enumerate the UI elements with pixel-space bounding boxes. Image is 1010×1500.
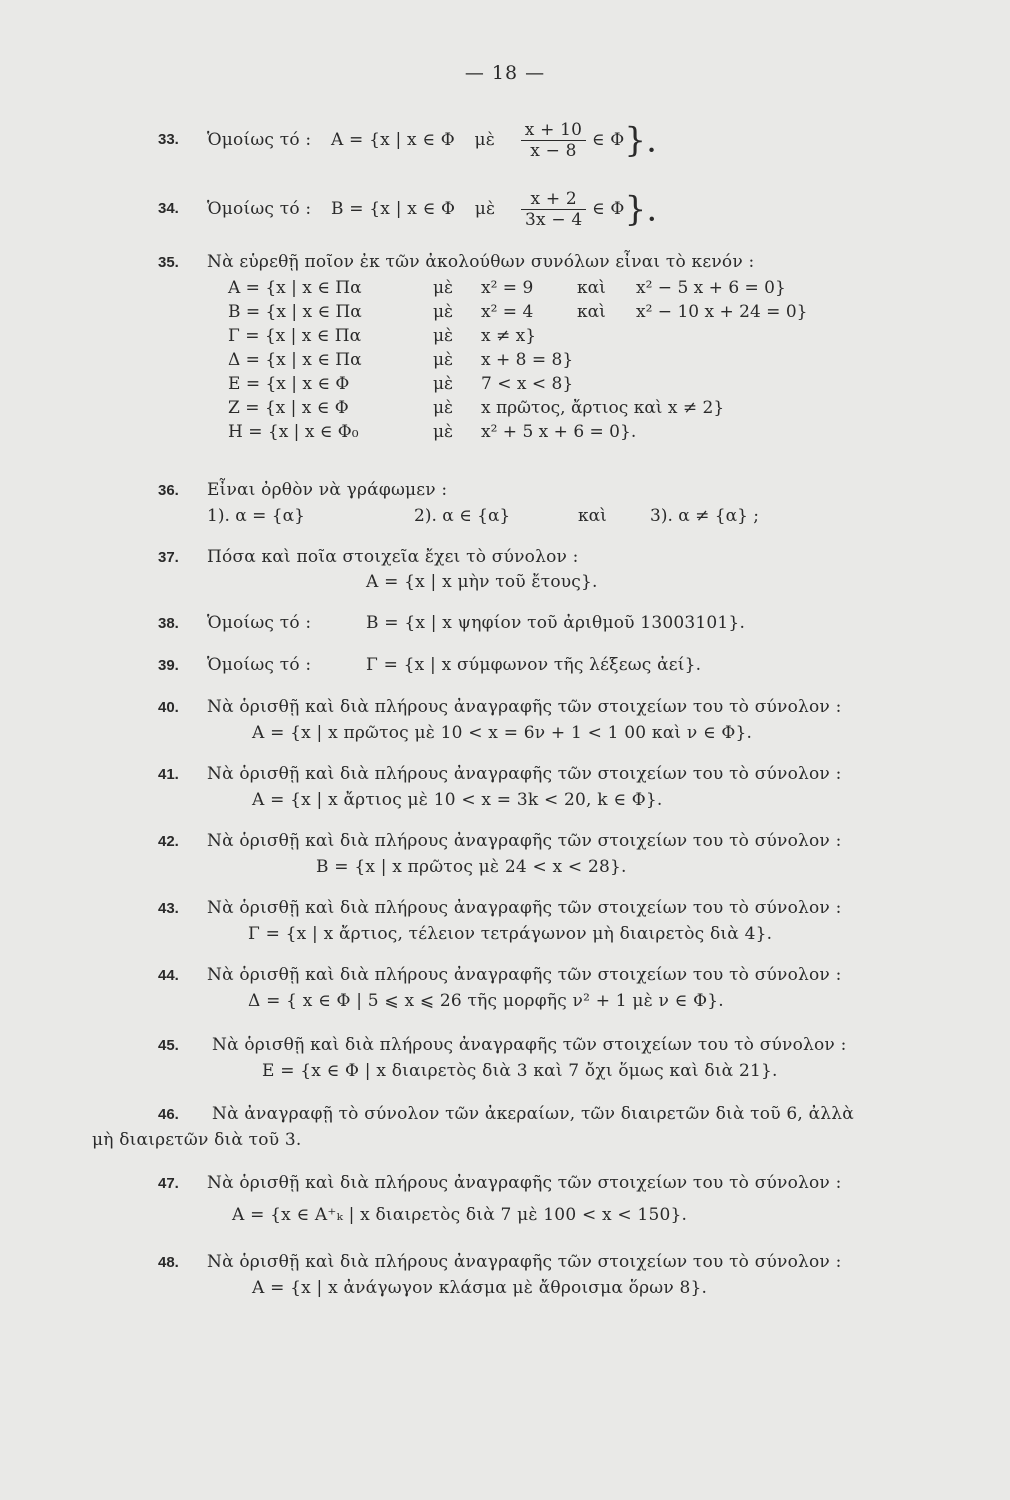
exercise-number: 41.	[158, 766, 179, 783]
fraction	[521, 189, 586, 230]
set-definition: B = {x | x πρῶτος μὲ 24 < x < 28}.	[316, 857, 627, 877]
closing-brace: }.	[624, 120, 658, 161]
set-definition: Γ = {x | x ἄρτιος, τέλειον τετράγωνον μὴ διαιρετὸς διὰ 4}.	[248, 924, 773, 944]
exercise-text-line-1: Νὰ ἀναγραφῇ τὸ σύνολον τῶν ἀκεραίων, τῶν διαιρετῶν διὰ τοῦ 6, ἀλλὰ	[212, 1104, 854, 1124]
word-me: μὲ	[433, 326, 454, 346]
condition: x + 8 = 8}	[481, 350, 574, 370]
set-definition: Γ = {x | x σύμφωνον τῆς λέξεως ἀεί}.	[366, 655, 702, 675]
exercise-number: 46.	[158, 1106, 179, 1123]
membership: ∈ Φ	[592, 199, 625, 219]
exercise-number: 34.	[158, 200, 179, 217]
fraction-numerator: x + 10	[524, 120, 583, 140]
exercise-intro: Εἶναι ὀρθὸν νὰ γράφωμεν :	[207, 480, 448, 500]
set-definition: E = {x ∈ Φ | x διαιρετὸς διὰ 3 καὶ 7 ὄχι ὅμως καὶ διὰ 21}.	[262, 1061, 778, 1081]
set-row: Δ = {x | x ∈ Πα	[228, 350, 362, 370]
set-row: H = {x | x ∈ Φ₀	[228, 422, 359, 442]
exercise-intro: Ὁμοίως τό :	[207, 130, 312, 150]
exercise-number: 42.	[158, 833, 179, 850]
set-definition: B = {x | x ψηφίον τοῦ ἀριθμοῦ 13003101}.	[366, 613, 746, 633]
word-me: μὲ	[433, 278, 454, 298]
exercise-number: 43.	[158, 900, 179, 917]
set-row: A = {x | x ∈ Πα	[228, 278, 362, 298]
exercise-intro: Νὰ ὁρισθῇ καὶ διὰ πλήρους ἀναγραφῆς τῶν στοιχείων του τὸ σύνολον :	[207, 764, 842, 784]
condition: x² = 4	[481, 302, 534, 322]
word-kai: καὶ	[578, 506, 607, 526]
page-number: — 18 —	[464, 62, 546, 84]
exercise-number: 36.	[158, 482, 179, 499]
exercise-number: 37.	[158, 549, 179, 566]
condition: 7 < x < 8}	[481, 374, 574, 394]
set-row: E = {x | x ∈ Φ	[228, 374, 350, 394]
exercise-intro: Νὰ ὁρισθῇ καὶ διὰ πλήρους ἀναγραφῆς τῶν στοιχείων του τὸ σύνολον :	[207, 898, 842, 918]
word-kai: καὶ	[577, 302, 606, 322]
exercise-intro: Πόσα καὶ ποῖα στοιχεῖα ἔχει τὸ σύνολον :	[207, 547, 579, 567]
condition: x² − 5 x + 6 = 0}	[636, 278, 786, 298]
word-me: μὲ	[433, 302, 454, 322]
exercise-intro: Νὰ ὁρισθῇ καὶ διὰ πλήρους ἀναγραφῆς τῶν στοιχείων του τὸ σύνολον :	[207, 831, 842, 851]
set-row: Z = {x | x ∈ Φ	[228, 398, 349, 418]
exercise-intro: Ὁμοίως τό :	[207, 613, 312, 633]
word-me: μὲ	[474, 199, 496, 219]
exercise-number: 33.	[158, 131, 179, 148]
set-definition: A = {x | x ∈ Φ	[330, 130, 455, 150]
fraction-denominator: 3x − 4	[521, 209, 586, 230]
word-me: μὲ	[433, 422, 454, 442]
set-definition: B = {x | x ∈ Φ	[330, 199, 456, 219]
fraction-numerator: x + 2	[530, 189, 577, 209]
exercise-34	[207, 189, 657, 230]
exercise-intro: Νὰ ὁρισθῇ καὶ διὰ πλήρους ἀναγραφῆς τῶν στοιχείων του τὸ σύνολον :	[207, 1173, 842, 1193]
exercise-number: 40.	[158, 699, 179, 716]
word-me: μὲ	[433, 398, 454, 418]
set-definition: A = {x | x πρῶτος μὲ 10 < x = 6ν + 1 < 1 00 καὶ ν ∈ Φ}.	[252, 723, 753, 743]
word-kai: καὶ	[577, 278, 606, 298]
exercise-intro: Ὁμοίως τό :	[207, 655, 312, 675]
exercise-33	[207, 120, 657, 161]
set-definition: A = {x | x μὴν τοῦ ἔτους}.	[366, 572, 598, 592]
exercise-intro: Νὰ ὁρισθῇ καὶ διὰ πλήρους ἀναγραφῆς τῶν στοιχείων του τὸ σύνολον :	[207, 697, 842, 717]
exercise-intro: Νὰ εὑρεθῇ ποῖον ἐκ τῶν ἀκολούθων συνόλων εἶναι τὸ κενόν :	[207, 252, 755, 272]
exercise-number: 35.	[158, 254, 179, 271]
condition: x² = 9	[481, 278, 534, 298]
exercise-intro: Νὰ ὁρισθῇ καὶ διὰ πλήρους ἀναγραφῆς τῶν στοιχείων του τὸ σύνολον :	[207, 1252, 842, 1272]
exercise-text-line-2: μὴ διαιρετῶν διὰ τοῦ 3.	[92, 1130, 302, 1150]
word-me: μὲ	[433, 374, 454, 394]
option-1: 1). α = {α}	[207, 506, 305, 526]
fraction-denominator: x − 8	[521, 140, 586, 161]
set-definition: Δ = { x ∈ Φ | 5 ⩽ x ⩽ 26 τῆς μορφῆς ν² + 1 μὲ ν ∈ Φ}.	[248, 991, 724, 1011]
exercise-number: 39.	[158, 657, 179, 674]
word-me: μὲ	[433, 350, 454, 370]
word-me: μὲ	[474, 130, 496, 150]
set-row: B = {x | x ∈ Πα	[228, 302, 362, 322]
set-row: Γ = {x | x ∈ Πα	[228, 326, 362, 346]
condition: x πρῶτος, ἄρτιος καὶ x ≠ 2}	[481, 398, 725, 418]
set-definition: A = {x | x ἀνάγωγον κλάσμα μὲ ἄθροισμα ὅρων 8}.	[252, 1278, 708, 1298]
exercise-number: 44.	[158, 967, 179, 984]
closing-brace: }.	[624, 189, 658, 230]
option-2: 2). α ∈ {α}	[414, 506, 511, 526]
membership: ∈ Φ	[591, 130, 625, 150]
exercise-number: 38.	[158, 615, 179, 632]
condition: x ≠ x}	[481, 326, 537, 346]
set-definition: A = {x | x ἄρτιος μὲ 10 < x = 3k < 20, k ∈ Φ}.	[252, 790, 663, 810]
exercise-number: 48.	[158, 1254, 179, 1271]
exercise-intro: Ὁμοίως τό :	[207, 199, 312, 219]
option-3: 3). α ≠ {α} ;	[650, 506, 760, 526]
exercise-intro: Νὰ ὁρισθῇ καὶ διὰ πλήρους ἀναγραφῆς τῶν στοιχείων του τὸ σύνολον :	[207, 965, 842, 985]
fraction	[521, 120, 586, 161]
exercise-number: 47.	[158, 1175, 179, 1192]
exercise-number: 45.	[158, 1037, 179, 1054]
condition: x² + 5 x + 6 = 0}.	[481, 422, 637, 442]
set-definition: A = {x ∈ A⁺ₖ | x διαιρετὸς διὰ 7 μὲ 100 < x < 150}.	[232, 1205, 688, 1225]
condition: x² − 10 x + 24 = 0}	[636, 302, 808, 322]
exercise-intro: Νὰ ὁρισθῇ καὶ διὰ πλήρους ἀναγραφῆς τῶν στοιχείων του τὸ σύνολον :	[212, 1035, 847, 1055]
